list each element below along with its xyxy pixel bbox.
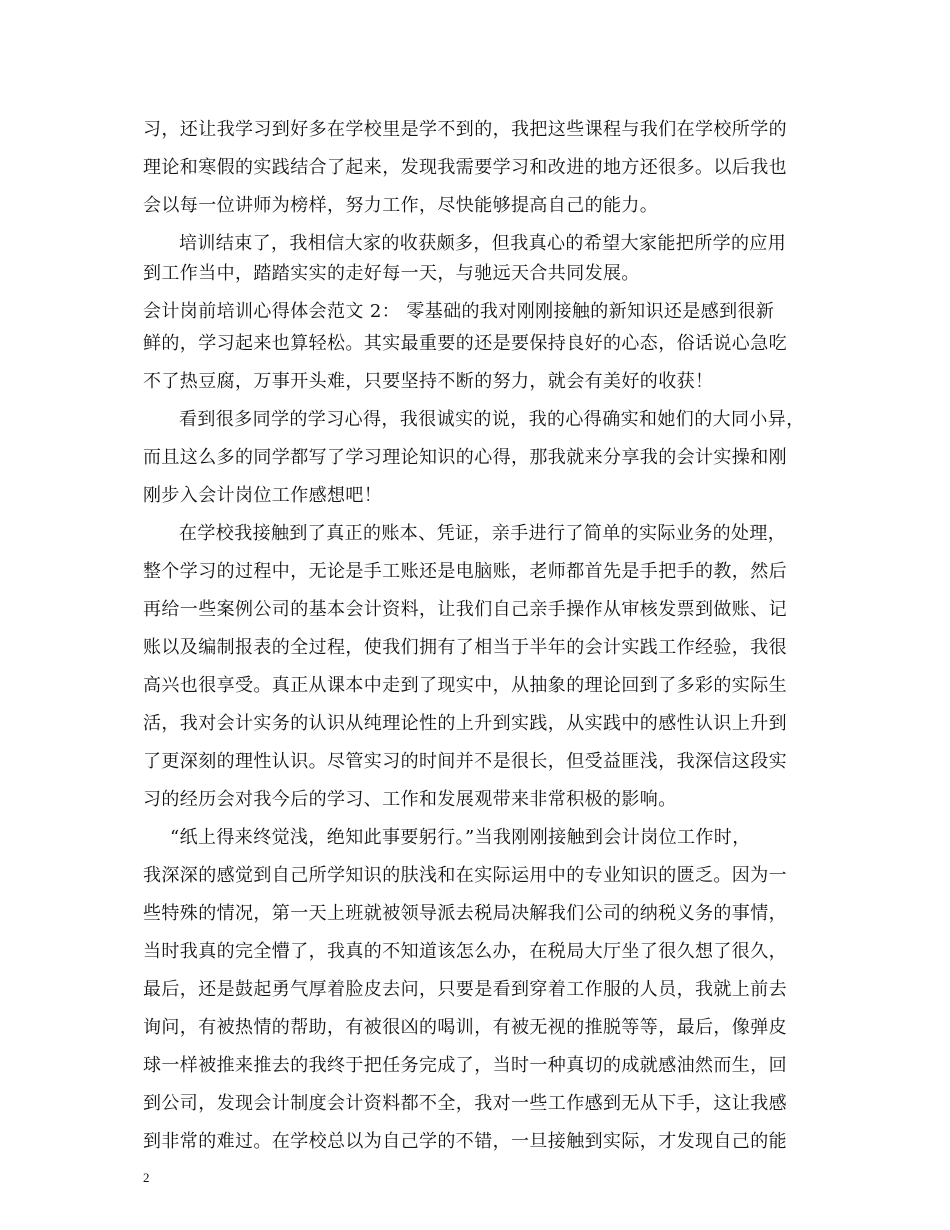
- text-line: 在学校我接触到了真正的账本、凭证，亲手进行了简单的实际业务的处理，: [179, 523, 787, 544]
- text-line: 整个学习的过程中，无论是手工账还是电脑账，老师都首先是手把手的教，然后: [143, 561, 787, 582]
- text-line: 账以及编制报表的全过程，使我们拥有了相当于半年的会计实践工作经验，我很: [143, 637, 787, 658]
- text-line: 到工作当中，踏踏实实的走好每一天，与驰远天合共同发展。: [143, 263, 640, 284]
- text-line: 些特殊的情况，第一天上班就被领导派去税局决解我们公司的纳税义务的事情，: [143, 903, 787, 924]
- text-line: 刚步入会计岗位工作感想吧！: [143, 485, 383, 506]
- text-line: 习，还让我学习到好多在学校里是学不到的，我把这些课程与我们在学校所学的: [143, 119, 787, 140]
- text-line: 而且这么多的同学都写了学习理论知识的心得，那我就来分享我的会计实操和刚: [143, 447, 787, 468]
- text-line: 培训结束了，我相信大家的收获颇多，但我真心的希望大家能把所学的应用: [179, 233, 787, 254]
- section-heading-line: 会计岗前培训心得体会范文 2： 零基础的我对刚刚接触的新知识还是感到很新: [143, 301, 775, 322]
- text-line: 鲜的，学习起来也算轻松。其实最重要的还是要保持良好的心态，俗话说心急吃: [143, 333, 787, 354]
- text-line: 最后，还是鼓起勇气厚着脸皮去问，只要是看到穿着工作服的人员，我就上前去: [143, 979, 787, 1000]
- text-line: 我深深的感觉到自己所学知识的肤浅和在实际运用中的专业知识的匮乏。因为一: [143, 865, 787, 886]
- text-line: 习的经历会对我今后的学习、工作和发展观带来非常积极的影响。: [143, 789, 677, 810]
- text-line: 到公司，发现会计制度会计资料都不全，我对一些工作感到无从下手，这让我感: [143, 1093, 787, 1114]
- text-line: 高兴也很享受。真正从课本中走到了现实中，从抽象的理论回到了多彩的实际生: [143, 675, 787, 696]
- page-number: 2: [143, 1170, 150, 1185]
- text-line: 理论和寒假的实践结合了起来，发现我需要学习和改进的地方还很多。以后我也: [143, 157, 787, 178]
- text-line: 球一样被推来推去的我终于把任务完成了，当时一种真切的成就感油然而生，回: [143, 1055, 787, 1076]
- text-line: 会以每一位讲师为榜样，努力工作，尽快能够提高自己的能力。: [143, 195, 659, 216]
- text-line: 当时我真的完全懵了，我真的不知道该怎么办，在税局大厅坐了很久想了很久，: [143, 941, 787, 962]
- text-line: 到非常的难过。在学校总以为自己学的不错，一旦接触到实际，才发现自己的能: [143, 1131, 787, 1152]
- text-line: 了更深刻的理性认识。尽管实习的时间并不是很长，但受益匪浅，我深信这段实: [143, 751, 787, 772]
- text-line: “纸上得来终觉浅，绝知此事要躬行。”当我刚刚接触到会计岗位工作时，: [170, 827, 751, 848]
- text-line: 活，我对会计实务的认识从纯理论性的上升到实践，从实践中的感性认识上升到: [143, 713, 787, 734]
- text-line: 再给一些案例公司的基本会计资料，让我们自己亲手操作从审核发票到做账、记: [143, 599, 787, 620]
- text-line: 看到很多同学的学习心得，我很诚实的说，我的心得确实和她们的大同小异，: [179, 409, 805, 430]
- text-line: 询问，有被热情的帮助，有被很凶的喝训，有被无视的推脱等等，最后，像弹皮: [143, 1017, 787, 1038]
- text-line: 不了热豆腐，万事开头难，只要坚持不断的努力，就会有美好的收获！: [143, 371, 714, 392]
